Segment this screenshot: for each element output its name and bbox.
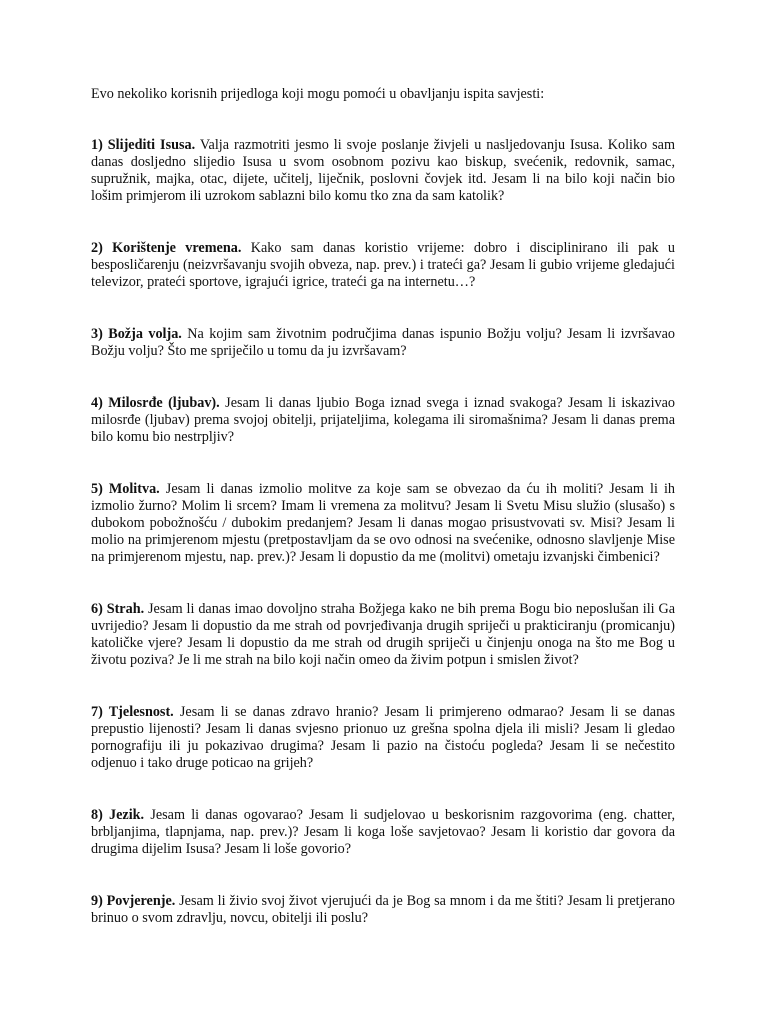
item-gods-will xyxy=(91,326,675,360)
item-title: 1) Slijediti Isusa. xyxy=(91,137,196,153)
item-use-of-time xyxy=(91,240,675,291)
item-text: Jesam li danas ogovarao? Jesam li sudjelovao u beskorisnim razgovorima (eng. chatter, brbljanjima, tlapnjama, nap. prev.)? Jesam li koga loše savjetovao? Jesam li koristio dar govora da drugima dijelim Isusa? Jesam li loše govorio? xyxy=(91,807,675,857)
item-text: Jesam li danas izmolio molitve za koje sam se obvezao da ću ih moliti? Jesam li ih izmolio žurno? Molim li srcem? Imam li vremena za molitvu? Jesam li Svetu Misu služio (slusašo) s dubokom pobožnošću / dubokim predanjem? Jesam li danas mogao prisustvovati sv. Misi? Jesam li molio na primjerenom mjestu (pretpostavljam da se ovo odnosi na svećenike, odnosno slavljenje Mise na primjerenom mjestu, nap. prev.)? Jesam li dopustio da me (molitvi) ometaju izvanjski čimbenici? xyxy=(91,481,675,565)
item-text: Jesam li se danas zdravo hranio? Jesam li primjereno odmarao? Jesam li se danas prepustio lijenosti? Jesam li danas svjesno prionuo uz grešna spolna djela ili misli? Jesam li gledao pornografiju ili ju pokazivao drugima? Jesam li pazio na čistoću pogleda? Jesam li se nečestito odjenuo i tako druge poticao na grijeh? xyxy=(91,704,675,771)
item-text: Jesam li živio svoj život vjerujući da je Bog sa mnom i da me štiti? Jesam li pretjerano brinuo o svom zdravlju, novcu, obitelji ili poslu? xyxy=(91,893,676,926)
item-title: 9) Povjerenje. xyxy=(91,893,176,909)
item-title: 2) Korištenje vremena. xyxy=(91,240,242,256)
item-follow-jesus xyxy=(91,137,675,205)
item-text: Na kojim sam životnim područjima danas ispunio Božju volju? Jesam li izvršavao Božju volju? Što me spriječilo u tomu da ju izvršavam? xyxy=(91,326,675,359)
item-text: Kako sam danas koristio vrijeme: dobro i disciplinirano ili pak u besposličarenju (neizvršavanju svojih obveza, nap. prev.) i trateći ga? Jesam li gubio vrijeme gledajući televizor, prateći sportove, igrajući igrice, trateći ga na internetu…? xyxy=(91,240,676,290)
item-charity xyxy=(91,395,675,446)
item-text: Valja razmotriti jesmo li svoje poslanje živjeli u nasljedovanju Isusa. Koliko sam danas dosljedno slijedio Isusa u svom osobnom pozivu kao biskup, svećenik, redovnik, samac, supružnik, majka, otac, dijete, učitelj, liječnik, poslovni čovjek itd. Jesam li na bilo koji način bio lošim primjerom ili uzrokom sablazni bilo komu tko zna da sam katolik? xyxy=(91,137,675,204)
item-title: 3) Božja volja. xyxy=(91,326,182,342)
document-page xyxy=(91,86,675,962)
item-title: 4) Milosrđe (ljubav). xyxy=(91,395,220,411)
item-title: 8) Jezik. xyxy=(91,807,145,823)
item-title: 7) Tjelesnost. xyxy=(91,704,174,720)
item-tongue xyxy=(91,807,675,858)
intro-paragraph: Evo nekoliko korisnih prijedloga koji mogu pomoći u obavljanju ispita savjesti: xyxy=(91,86,545,102)
item-text: Jesam li danas ljubio Boga iznad svega i iznad svakoga? Jesam li iskazivao milosrđe (ljubav) prema svojoj obitelji, prijateljima, kolegama ili siromašnima? Jesam li danas prema bilo komu bio nestrpljiv? xyxy=(91,395,676,445)
item-title: 6) Strah. xyxy=(91,601,145,617)
item-fear xyxy=(91,601,675,669)
item-title: 5) Molitva. xyxy=(91,481,160,497)
item-body xyxy=(91,704,675,772)
item-trust xyxy=(91,893,675,927)
item-text: Jesam li danas imao dovoljno straha Božjega kako ne bih prema Bogu bio neposlušan ili Ga uvrijedio? Jesam li dopustio da me strah od povrjeđivanja drugih spriječi u prakticiranju (promicanju) katoličke vjere? Jesam li dopustio da me strah od drugih spriječi u činjenju onoga na što me Bog u životu poziva? Je li me strah na bilo koji način omeo da živim potpun i smislen život? xyxy=(91,601,675,668)
item-prayer xyxy=(91,481,675,566)
